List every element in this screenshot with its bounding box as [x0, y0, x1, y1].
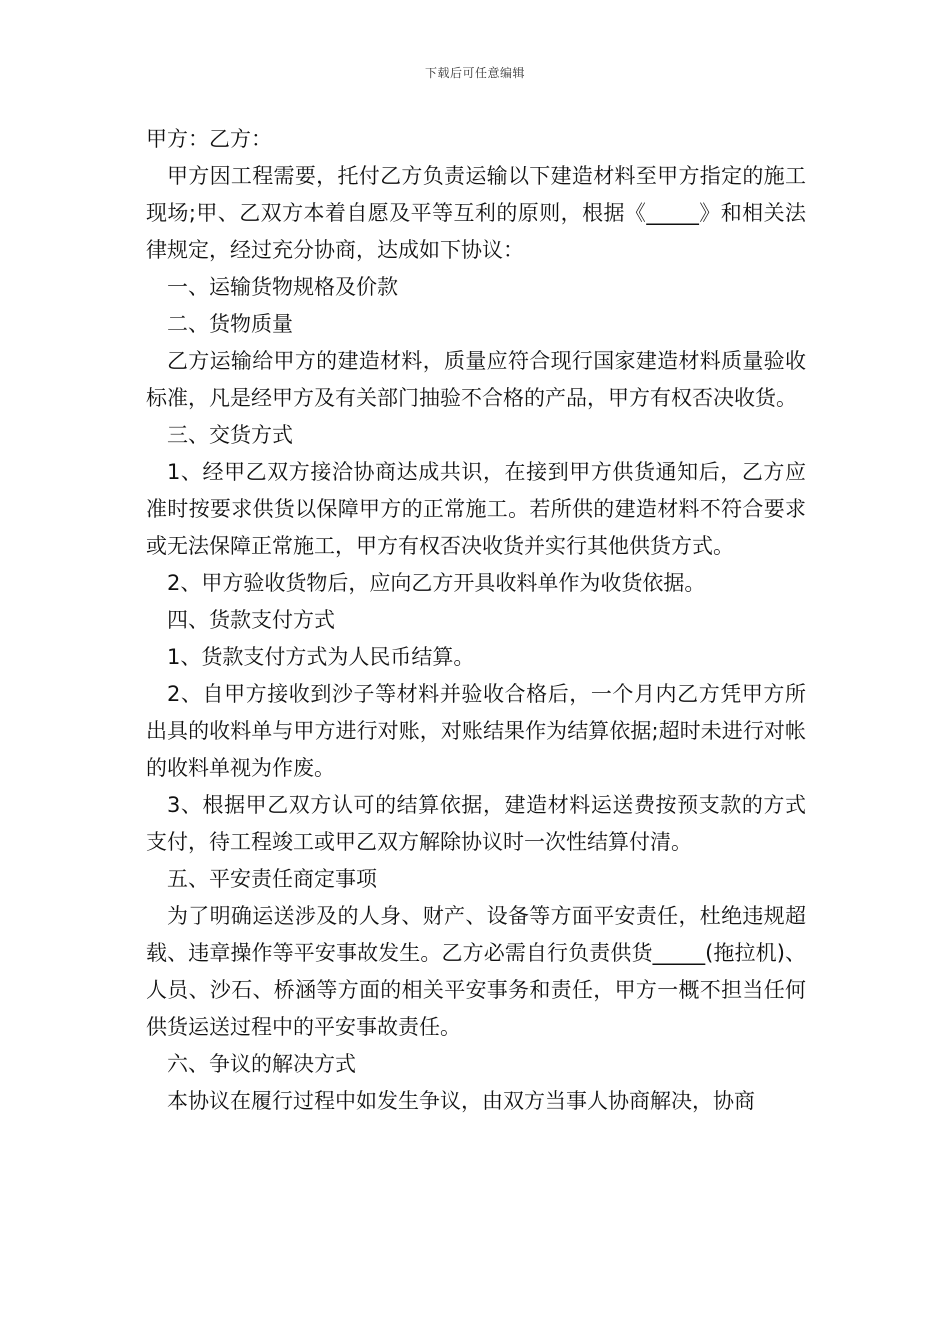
section-heading-6: 六、争议的解决方式: [167, 1052, 356, 1076]
section-heading-1: 一、运输货物规格及价款: [167, 275, 398, 299]
page-header: 下载后可任意编辑: [424, 66, 525, 80]
preamble-paragraph: 甲方因工程需要，托付乙方负责运输以下建造材料至甲方指定的施工现场;甲、乙双方本着自愿及平等互利的原则，根据《_____》和相关法律规定，经过充分协商，达成如下协议：: [146, 164, 806, 262]
payment-clause-3: 3、根据甲乙双方认可的结算依据，建造材料运送费按预支款的方式支付，待工程竣工或甲乙双方解除协议时一次性结算付清。: [146, 793, 806, 854]
delivery-clause-2: 2、甲方验收货物后，应向乙方开具收料单作为收货依据。: [167, 571, 706, 595]
section-heading-5: 五、平安责任商定事项: [167, 867, 377, 891]
payment-clause-1: 1、货款支付方式为人民币结算。: [167, 645, 475, 669]
payment-clause-2: 2、自甲方接收到沙子等材料并验收合格后，一个月内乙方凭甲方所出具的收料单与甲方进行对账，对账结果作为结算依据;超时未进行对帐的收料单视为作废。: [146, 682, 806, 780]
section-heading-4: 四、货款支付方式: [167, 608, 335, 632]
contract-body: [146, 121, 806, 1120]
safety-paragraph: 为了明确运送涉及的人身、财产、设备等方面平安责任，杜绝违规超载、违章操作等平安事故发生。乙方必需自行负责供货_____(拖拉机)、人员、沙石、桥涵等方面的相关平安事务和责任，甲方一概不担当任何供货运送过程中的平安事故责任。: [146, 904, 806, 1039]
quality-paragraph: 乙方运输给甲方的建造材料，质量应符合现行国家建造材料质量验收标准，凡是经甲方及有关部门抽验不合格的产品，甲方有权否决收货。: [146, 349, 806, 410]
section-heading-2: 二、货物质量: [167, 312, 293, 336]
delivery-clause-1: 1、经甲乙双方接洽协商达成共识，在接到甲方供货通知后，乙方应准时按要求供货以保障甲方的正常施工。若所供的建造材料不符合要求或无法保障正常施工，甲方有权否决收货并实行其他供货方式。: [146, 460, 806, 558]
dispute-paragraph: 本协议在履行过程中如发生争议，由双方当事人协商解决，协商: [167, 1089, 755, 1113]
party-line: 甲方：乙方：: [146, 127, 272, 151]
section-heading-3: 三、交货方式: [167, 423, 293, 447]
